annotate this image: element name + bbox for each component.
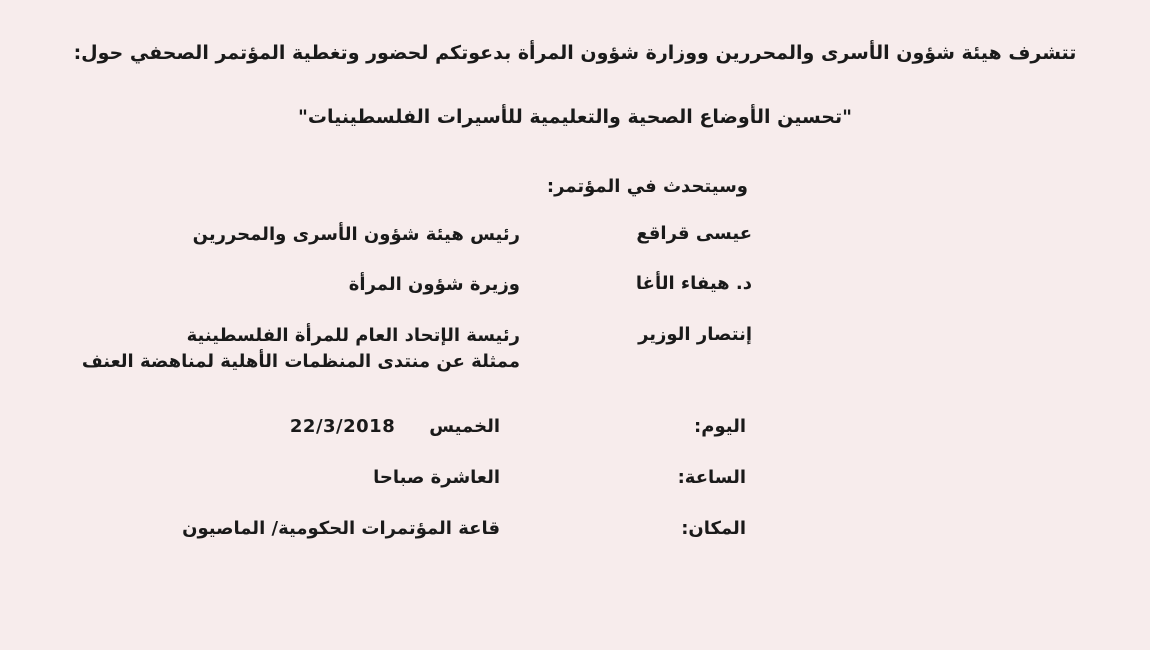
speaker-role-main: وزيرة شؤون المرأة — [348, 274, 520, 296]
detail-value-day — [60, 416, 536, 437]
speaker-name: إنتصار الوزير — [638, 323, 752, 345]
speaker-role — [60, 273, 542, 297]
speakers-list — [60, 223, 1090, 374]
speaker-name: عيسى قراقع — [636, 223, 752, 244]
detail-value-time: العاشرة صباحا — [373, 467, 500, 489]
speaker-role — [60, 223, 542, 247]
speakers-lead-text: وسيتحدث في المؤتمر: — [546, 176, 748, 197]
detail-label-place: المكان: — [681, 518, 746, 540]
detail-value-place: قاعة المؤتمرات الحكومية/ الماصيون — [182, 518, 500, 540]
speaker-role-secondary: ممثلة عن منتدى المنظمات الأهلية لمناهضة العنف — [81, 350, 520, 372]
day-name-text: الخميس — [429, 416, 500, 438]
speaker-row — [60, 223, 1090, 247]
detail-row-place — [60, 518, 1090, 539]
date-text: 22/3/2018 — [289, 416, 396, 438]
conference-title: "تحسين الأوضاع الصحية والتعليمية للأسيرات الفلسطينيات" — [297, 106, 853, 128]
event-details — [60, 416, 1090, 539]
speaker-row — [60, 324, 1090, 375]
detail-label-time: الساعة: — [677, 467, 746, 489]
speaker-role-main: رئيسة الإتحاد العام للمرأة الفلسطينية — [186, 324, 520, 346]
speaker-role — [60, 324, 542, 375]
speaker-name: د. هيفاء الأغا — [635, 273, 752, 295]
speaker-role-main: رئيس هيئة شؤون الأسرى والمحررين — [192, 224, 520, 245]
detail-row-time — [60, 467, 1090, 488]
detail-row-day — [60, 416, 1090, 437]
invitation-intro: تتشرف هيئة شؤون الأسرى والمحررين ووزارة شؤون المرأة بدعوتكم لحضور وتغطية المؤتمر الصحفي حول: — [73, 42, 1077, 64]
speaker-row — [60, 273, 1090, 297]
detail-label-day: اليوم: — [694, 416, 746, 438]
